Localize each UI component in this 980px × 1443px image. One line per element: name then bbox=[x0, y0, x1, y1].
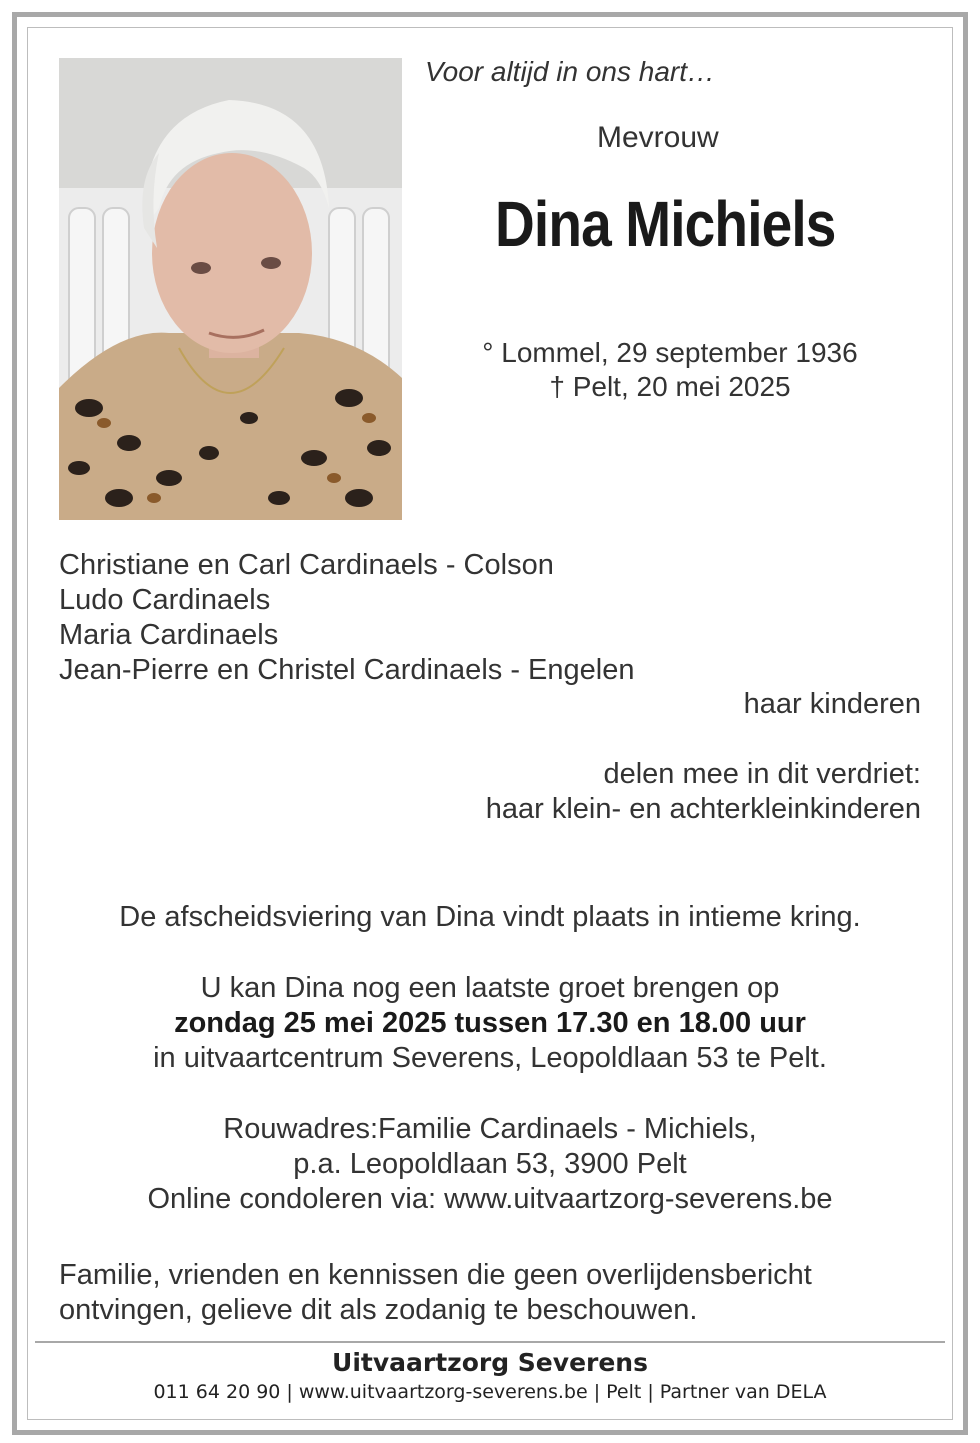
farewell-line: De afscheidsviering van Dina vindt plaats in intieme kring. bbox=[119, 901, 861, 933]
list-item: Christiane en Carl Cardinaels - Colson bbox=[59, 549, 554, 581]
portrait-illustration bbox=[59, 58, 402, 520]
address-line-2: p.a. Leopoldlaan 53, 3900 Pelt bbox=[293, 1148, 687, 1180]
list-item: Maria Cardinaels bbox=[59, 619, 279, 651]
children-list bbox=[59, 548, 634, 688]
portrait-photo bbox=[59, 58, 402, 520]
visit-time: zondag 25 mei 2025 tussen 17.30 en 18.00 uur bbox=[174, 1007, 806, 1039]
notice-paragraph bbox=[59, 1258, 812, 1328]
visit-place: in uitvaartcentrum Severens, Leopoldlaan 53 te Pelt. bbox=[153, 1042, 827, 1074]
motto: Voor altijd in ons hart… bbox=[425, 56, 715, 87]
firm-contact: 011 64 20 90 | www.uitvaartzorg-severens.be | Pelt | Partner van DELA bbox=[153, 1381, 827, 1403]
grandchildren-line: haar klein- en achterkleinkinderen bbox=[485, 793, 921, 825]
firm-name: Uitvaartzorg Severens bbox=[332, 1348, 648, 1377]
footer-divider bbox=[35, 1341, 945, 1343]
notice-line-2: ontvingen, gelieve dit als zodanig te beschouwen. bbox=[59, 1294, 698, 1326]
deceased-name: Dina Michiels bbox=[495, 188, 836, 260]
list-item: Jean-Pierre en Christel Cardinaels - Engelen bbox=[59, 654, 635, 686]
online-condolence-line: Online condoleren via: www.uitvaartzorg-severens.be bbox=[147, 1183, 833, 1215]
address-line-1: Rouwadres:Familie Cardinaels - Michiels, bbox=[223, 1113, 757, 1145]
death-line: † Pelt, 20 mei 2025 bbox=[549, 371, 791, 402]
children-label: haar kinderen bbox=[743, 688, 921, 720]
visit-intro: U kan Dina nog een laatste groet brengen op bbox=[200, 972, 780, 1004]
share-line: delen mee in dit verdriet: bbox=[603, 758, 921, 790]
salutation: Mevrouw bbox=[597, 121, 719, 154]
notice-line-1: Familie, vrienden en kennissen die geen overlijdensbericht bbox=[59, 1259, 812, 1291]
birth-line: ° Lommel, 29 september 1936 bbox=[482, 337, 858, 368]
list-item: Ludo Cardinaels bbox=[59, 584, 271, 616]
